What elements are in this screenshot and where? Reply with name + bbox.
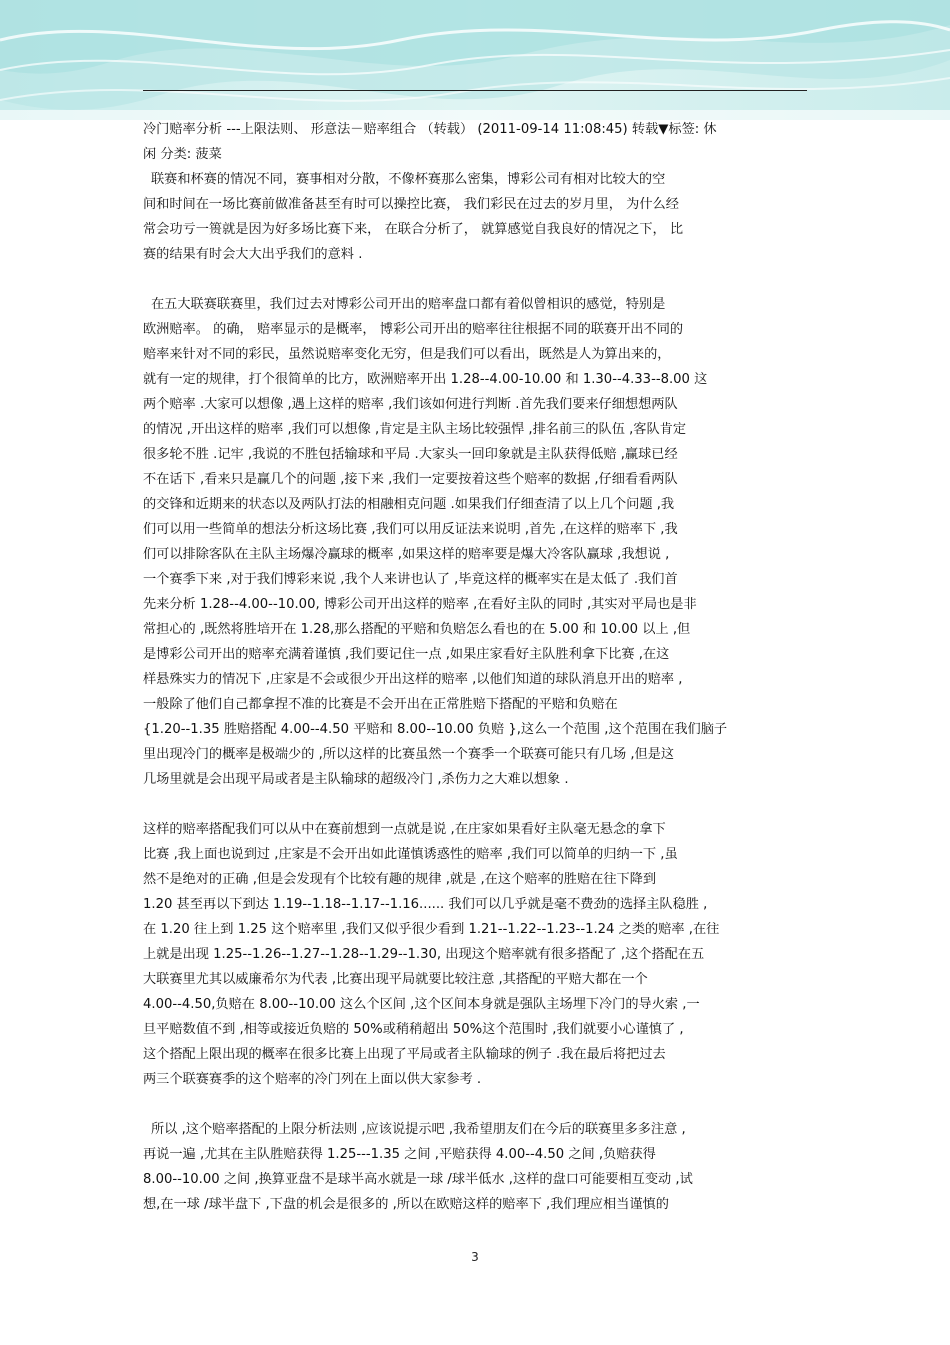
- paragraph: [143, 817, 809, 1092]
- text-line: 们可以排除客队在主队主场爆冷赢球的概率 ,如果这样的赔率要是爆大冷客队赢球 ,我想说 ,: [143, 547, 670, 562]
- paragraph: [143, 1117, 809, 1217]
- text-line: 大联赛里尤其以威廉希尔为代表 ,比赛出现平局就要比较注意 ,其搭配的平赔大都在一个: [143, 972, 648, 987]
- text-line: 赔率来针对不同的彩民，虽然说赔率变化无穷，但是我们可以看出，既然是人为算出来的，: [143, 347, 671, 362]
- text-line: 赛的结果有时会大大出乎我们的意料 .: [143, 247, 363, 262]
- text-line: 们可以用一些简单的想法分析这场比赛 ,我们可以用反证法来说明 ,首先 ,在这样的赔率下 ,我: [143, 522, 678, 537]
- paragraph-gap: [143, 267, 809, 292]
- text-line: 不在话下 ,看来只是赢几个的问题 ,接下来 ,我们一定要按着这些个赔率的数据 ,仔细看看两队: [143, 472, 678, 487]
- text-line: 很多轮不胜 .记牢 ,我说的不胜包括输球和平局 .大家头一回印象就是主队获得低赔 ,赢球已经: [143, 447, 678, 462]
- text-line: 再说一遍 ,尤其在主队胜赔获得 1.25---1.35 之间 ,平赔获得 4.00--4.50 之间 ,负赔获得: [143, 1147, 656, 1162]
- paragraph-gap: [143, 1092, 809, 1117]
- text-line: 是博彩公司开出的赔率充满着谨慎 ,我们要记住一点 ,如果庄家看好主队胜利拿下比赛 ,在这: [143, 647, 670, 662]
- text-line: 所以 ,这个赔率搭配的上限分析法则 ,应该说提示吧 ,我希望朋友们在今后的联赛里多多注意 ,: [151, 1122, 686, 1137]
- text-line: 里出现冷门的概率是极端少的 ,所以这样的比赛虽然一个赛季一个联赛可能只有几场 ,但是这: [143, 747, 675, 762]
- header-line: 闲 分类: 菠菜: [143, 147, 222, 162]
- text-line: 两个赔率 .大家可以想像 ,遇上这样的赔率 ,我们该如何进行判断 .首先我们要来仔细想想两队: [143, 397, 678, 412]
- text-line: 常会功亏一篑就是因为好多场比赛下来， 在联合分析了， 就算感觉自我良好的情况之下， 比: [143, 222, 684, 237]
- text-line: 间和时间在一场比赛前做准备甚至有时可以操控比赛， 我们彩民在过去的岁月里， 为什么经: [143, 197, 679, 212]
- text-line: 想,在一球 /球半盘下 ,下盘的机会是很多的 ,所以在欧赔这样的赔率下 ,我们理应相当谨慎的: [143, 1197, 669, 1212]
- document-body: [143, 117, 809, 1217]
- text-line: 几场里就是会出现平局或者是主队输球的超级冷门 ,杀伤力之大难以想象 .: [143, 772, 569, 787]
- text-line: 旦平赔数值不到 ,相等或接近负赔的 50%或稍稍超出 50%这个范围时 ,我们就要小心谨慎了 ,: [143, 1022, 684, 1037]
- text-line: 一般除了他们自己都拿捏不准的比赛是不会开出在正常胜赔下搭配的平赔和负赔在: [143, 697, 618, 712]
- text-line: 欧洲赔率。 的确， 赔率显示的是概率， 博彩公司开出的赔率往往根据不同的联赛开出不同的: [143, 322, 684, 337]
- text-line: 4.00--4.50,负赔在 8.00--10.00 这么个区间 ,这个区间本身就是强队主场埋下冷门的导火索 ,一: [143, 997, 700, 1012]
- header-rule: [143, 90, 807, 91]
- paragraph: [143, 167, 809, 267]
- text-line: 比赛 ,我上面也说到过 ,庄家是不会开出如此谨慎诱惑性的赔率 ,我们可以简单的归纳一下 ,虽: [143, 847, 678, 862]
- text-line: 就有一定的规律，打个很简单的比方，欧洲赔率开出 1.28--4.00-10.00 和 1.30--4.33--8.00 这: [143, 372, 708, 387]
- header-line: 冷门赔率分析 ---上限法则、 形意法－赔率组合 （转载） (2011-09-14 11:08:45) 转载▼标签: 休: [143, 122, 717, 137]
- text-line: 两三个联赛赛季的这个赔率的冷门列在上面以供大家参考 .: [143, 1072, 482, 1087]
- text-line: 8.00--10.00 之间 ,换算亚盘不是球半高水就是一球 /球半低水 ,这样的盘口可能要相互变动 ,试: [143, 1172, 693, 1187]
- page-number: 3: [471, 1250, 479, 1264]
- paragraph-gap: [143, 792, 809, 817]
- text-line: 然不是绝对的正确 ,但是会发现有个比较有趣的规律 ,就是 ,在这个赔率的胜赔在往下降到: [143, 872, 657, 887]
- text-line: 1.20 甚至再以下到达 1.19--1.18--1.17--1.16...... 我们可以几乎就是毫不费劲的选择主队稳胜 ,: [143, 897, 708, 912]
- text-line: {1.20--1.35 胜赔搭配 4.00--4.50 平赔和 8.00--10.00 负赔 },这么一个范围 ,这个范围在我们脑子: [143, 722, 728, 737]
- text-line: 的交锋和近期来的状态以及两队打法的相融相克问题 .如果我们仔细查清了以上几个问题 ,我: [143, 497, 675, 512]
- text-line: 这样的赔率搭配我们可以从中在赛前想到一点就是说 ,在庄家如果看好主队毫无悬念的拿下: [143, 822, 666, 837]
- text-line: 常担心的 ,既然将胜培开在 1.28,那么搭配的平赔和负赔怎么看也的在 5.00 和 10.00 以上 ,但: [143, 622, 691, 637]
- text-line: 联赛和杯赛的情况不同，赛事相对分散，不像杯赛那么密集，博彩公司有相对比较大的空: [151, 172, 666, 187]
- text-line: 先来分析 1.28--4.00--10.00, 博彩公司开出这样的赔率 ,在看好主队的同时 ,其实对平局也是非: [143, 597, 697, 612]
- text-line: 的情况 ,开出这样的赔率 ,我们可以想像 ,肯定是主队主场比较强悍 ,排名前三的队伍 ,客队肯定: [143, 422, 687, 437]
- text-line: 这个搭配上限出现的概率在很多比赛上出现了平局或者主队输球的例子 .我在最后将把过去: [143, 1047, 666, 1062]
- text-line: 样悬殊实力的情况下 ,庄家是不会或很少开出这样的赔率 ,以他们知道的球队消息开出的赔率 ,: [143, 672, 683, 687]
- text-line: 一个赛季下来 ,对于我们博彩来说 ,我个人来讲也认了 ,毕竟这样的概率实在是太低了 .我们首: [143, 572, 678, 587]
- paragraph: [143, 292, 809, 792]
- text-line: 在 1.20 往上到 1.25 这个赔率里 ,我们又似乎很少看到 1.21--1.22--1.23--1.24 之类的赔率 ,在往: [143, 922, 720, 937]
- text-line: 上就是出现 1.25--1.26--1.27--1.28--1.29--1.30, 出现这个赔率就有很多搭配了 ,这个搭配在五: [143, 947, 705, 962]
- text-line: 在五大联赛联赛里，我们过去对博彩公司开出的赔率盘口都有着似曾相识的感觉，特别是: [151, 297, 666, 312]
